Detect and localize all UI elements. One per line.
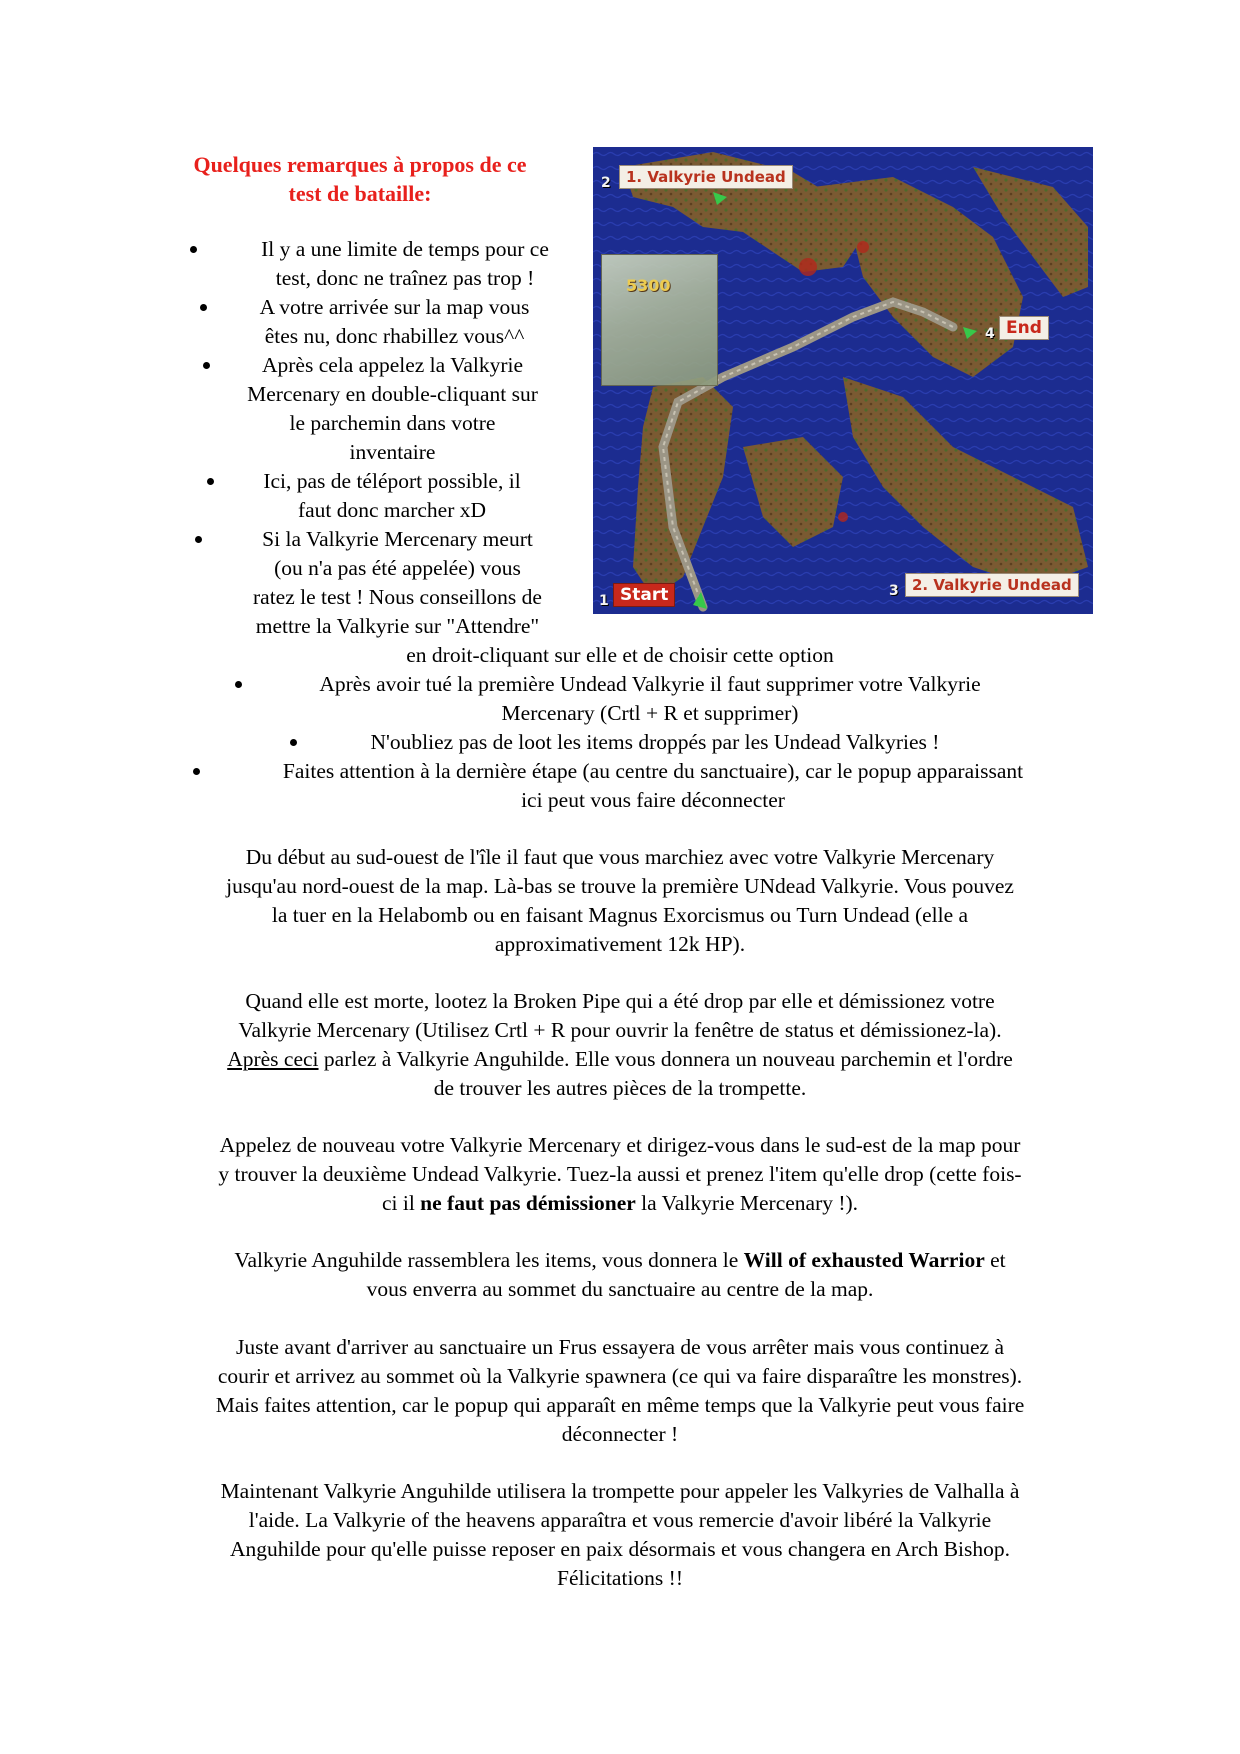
map-number-label: 1 bbox=[599, 593, 609, 609]
map-label-valkyrie-2: 2. Valkyrie Undead bbox=[905, 573, 1079, 597]
bullet-item bbox=[190, 235, 590, 293]
map-score-value: 5300 bbox=[626, 276, 671, 295]
underlined-text: Après ceci bbox=[227, 1047, 319, 1071]
bullet-line: Si la Valkyrie Mercenary meurt bbox=[262, 527, 533, 551]
bullet-line: Mercenary en double-cliquant sur bbox=[247, 382, 538, 406]
bullet-line: N'oubliez pas de loot les items droppés par les Undead Valkyries ! bbox=[370, 730, 940, 754]
map-number-label: 4 bbox=[985, 326, 995, 342]
bullet-item bbox=[200, 293, 565, 351]
paragraph-line bbox=[140, 1189, 1100, 1218]
paragraph-line: courir et arrivez au sommet où la Valkyrie spawnera (ce qui va faire disparaître les monstres). bbox=[217, 1364, 1023, 1388]
paragraph-line: Félicitations !! bbox=[557, 1566, 683, 1590]
paragraph-1 bbox=[140, 843, 1100, 959]
bold-text: ne faut pas démissioner bbox=[420, 1191, 636, 1215]
paragraph-line: Valkyrie Mercenary (Utilisez Crtl + R pour ouvrir la fenêtre de status et démissionez-la). bbox=[238, 1018, 1002, 1042]
bullet-line: (ou n'a pas été appelée) vous bbox=[274, 556, 521, 580]
bullet-dot bbox=[203, 362, 210, 369]
bullet-line: ici peut vous faire déconnecter bbox=[521, 788, 785, 812]
bullet-dot bbox=[193, 768, 200, 775]
bold-text: Will of exhausted Warrior bbox=[743, 1248, 985, 1272]
map-image bbox=[593, 147, 1093, 614]
bullet-dot bbox=[290, 739, 297, 746]
paragraph-4 bbox=[140, 1246, 1100, 1304]
map-marker bbox=[799, 258, 817, 276]
bullet-line: êtes nu, donc rhabillez vous^^ bbox=[264, 324, 525, 348]
map-number-label: 3 bbox=[889, 583, 899, 599]
bullet-dot bbox=[200, 304, 207, 311]
bullet-line: test, donc ne traînez pas trop ! bbox=[275, 266, 535, 290]
bullet-line: Après avoir tué la première Undead Valkyrie il faut supprimer votre Valkyrie bbox=[319, 672, 981, 696]
paragraph-line: Juste avant d'arriver au sanctuaire un Frus essayera de vous arrêter mais vous continuez à bbox=[235, 1335, 1005, 1359]
title-line-2: test de bataille: bbox=[288, 181, 432, 206]
paragraph-3 bbox=[140, 1131, 1100, 1218]
bullet-line: Faites attention à la dernière étape (au centre du sanctuaire), car le popup apparaissant bbox=[282, 759, 1024, 783]
bullet-dot bbox=[195, 536, 202, 543]
bullet-item bbox=[203, 351, 568, 467]
map-label-end: End bbox=[999, 316, 1049, 340]
paragraph-text: la Valkyrie Mercenary !). bbox=[635, 1191, 859, 1215]
bullet-line: faut donc marcher xD bbox=[297, 498, 487, 522]
bullet-line: Après cela appelez la Valkyrie bbox=[261, 353, 524, 377]
paragraph-text: parlez à Valkyrie Anguhilde. Elle vous donnera un nouveau parchemin et l'ordre bbox=[318, 1047, 1013, 1071]
bullet-line: mettre la Valkyrie sur "Attendre" bbox=[255, 614, 540, 638]
paragraph-line: déconnecter ! bbox=[561, 1422, 679, 1446]
paragraph-line: jusqu'au nord-ouest de la map. Là-bas se trouve la première UNdead Valkyrie. Vous pouvez bbox=[226, 874, 1014, 898]
paragraph-text: ci il bbox=[381, 1191, 421, 1215]
section-title bbox=[160, 150, 560, 208]
bullet-line: Ici, pas de téléport possible, il bbox=[263, 469, 521, 493]
bullet-dot bbox=[207, 478, 214, 485]
paragraph-line: vous enverra au sommet du sanctuaire au centre de la map. bbox=[366, 1277, 874, 1301]
paragraph-6 bbox=[140, 1477, 1100, 1593]
paragraph-text: Valkyrie Anguhilde rassemblera les items, vous donnera le bbox=[234, 1248, 744, 1272]
paragraph-line: de trouver les autres pièces de la trompette. bbox=[433, 1076, 807, 1100]
bullet-line: Mercenary (Crtl + R et supprimer) bbox=[501, 701, 799, 725]
paragraph-line bbox=[140, 1045, 1100, 1074]
paragraph-line: y trouver la deuxième Undead Valkyrie. Tuez-la aussi et prenez l'item qu'elle drop (cette fois- bbox=[218, 1162, 1022, 1186]
bullet-line: ratez le test ! Nous conseillons de bbox=[253, 585, 542, 609]
paragraph-text: et bbox=[984, 1248, 1006, 1272]
map-marker bbox=[857, 241, 869, 253]
bullet-line: A votre arrivée sur la map vous bbox=[259, 295, 530, 319]
bullet-item bbox=[235, 670, 1045, 728]
bullet-dot bbox=[190, 246, 197, 253]
title-line-1: Quelques remarques à propos de ce bbox=[193, 152, 527, 177]
bullet-line: inventaire bbox=[349, 440, 436, 464]
map-marker bbox=[838, 512, 848, 522]
paragraph-line: Appelez de nouveau votre Valkyrie Mercenary et dirigez-vous dans le sud-est de la map pour bbox=[219, 1133, 1021, 1157]
paragraph-line: Mais faites attention, car le popup qui apparaît en même temps que la Valkyrie peut vous faire bbox=[215, 1393, 1025, 1417]
map-label-valkyrie-1: 1. Valkyrie Undead bbox=[619, 165, 793, 189]
paragraph-line: l'aide. La Valkyrie of the heavens apparaîtra et vous remercie d'avoir libéré la Valkyrie bbox=[248, 1508, 992, 1532]
paragraph-line: Du début au sud-ouest de l'île il faut que vous marchiez avec votre Valkyrie Mercenary bbox=[245, 845, 995, 869]
paragraph-line bbox=[140, 1246, 1100, 1275]
bullet-dot bbox=[235, 681, 242, 688]
map-screenshot-inset bbox=[601, 254, 718, 386]
bullet-item bbox=[207, 467, 557, 525]
paragraph-line: Maintenant Valkyrie Anguhilde utilisera la trompette pour appeler les Valkyries de Valhalla à bbox=[220, 1479, 1020, 1503]
paragraph-line: approximativement 12k HP). bbox=[494, 932, 746, 956]
paragraph-2 bbox=[140, 987, 1100, 1103]
map-label-start: Start bbox=[613, 583, 675, 607]
bullet-line: Il y a une limite de temps pour ce bbox=[261, 237, 549, 261]
paragraph-5 bbox=[140, 1333, 1100, 1449]
paragraph-line: Anguhilde pour qu'elle puisse reposer en paix désormais et vous changera en Arch Bishop. bbox=[229, 1537, 1011, 1561]
bullet-continuation: en droit-cliquant sur elle et de choisir cette option bbox=[406, 643, 834, 667]
bullet-item bbox=[193, 757, 1093, 815]
paragraph-line: Quand elle est morte, lootez la Broken Pipe qui a été drop par elle et démissionez votre bbox=[245, 989, 995, 1013]
bullet-line: le parchemin dans votre bbox=[289, 411, 496, 435]
bullet-item bbox=[290, 728, 1000, 757]
bullet-item bbox=[195, 525, 580, 641]
map-number-label: 2 bbox=[601, 175, 611, 191]
paragraph-line: la tuer en la Helabomb ou en faisant Magnus Exorcismus ou Turn Undead (elle a bbox=[271, 903, 969, 927]
